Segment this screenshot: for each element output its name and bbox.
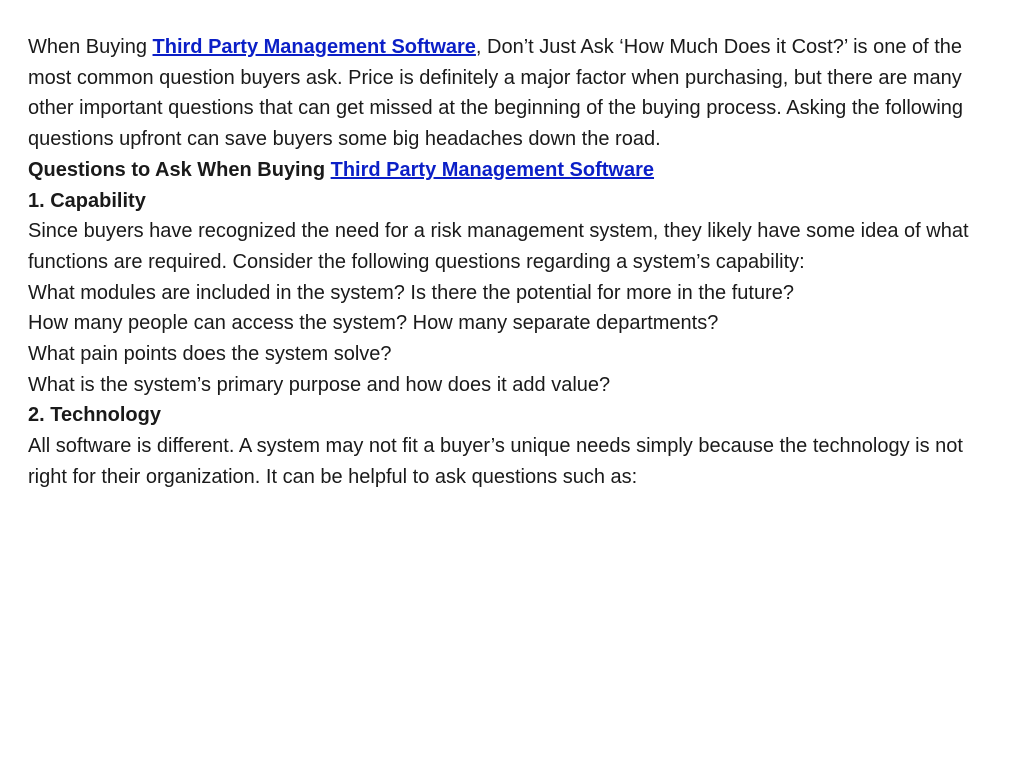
third-party-software-link[interactable]: Third Party Management Software <box>152 36 476 58</box>
questions-heading <box>28 155 988 186</box>
intro-suffix: , Don’t Just Ask ‘How Much Does it Cost?’ is one of the most common question buyers ask. Price is definitely a major factor when purchasing, but there are many other important questions that can get missed at the beginning of the buying process. Asking the following questions upfront can save buyers some big headaches down the road. <box>28 36 964 151</box>
capability-paragraph: Since buyers have recognized the need for a risk management system, they likely have some idea of what functions are required. Consider the following questions regarding a system’s capability: <box>28 220 969 273</box>
questions-heading-prefix: Questions to Ask When Buying <box>28 158 331 181</box>
questions-heading-link[interactable]: Third Party Management Software <box>330 158 655 181</box>
intro-prefix: When Buying <box>28 36 153 58</box>
capability-question: What modules are included in the system? Is there the potential for more in the future? <box>28 281 794 304</box>
capability-question: What pain points does the system solve? <box>28 343 392 366</box>
technology-paragraph: All software is different. A system may not fit a buyer’s unique needs simply because the technology is not right for their organization. It can be helpful to ask questions such as: <box>28 435 963 488</box>
document-body <box>28 32 988 493</box>
capability-heading: 1. Capability <box>28 189 146 212</box>
technology-heading: 2. Technology <box>28 404 161 427</box>
intro-paragraph <box>28 32 988 155</box>
capability-question: How many people can access the system? How many separate departments? <box>28 312 719 335</box>
capability-question: What is the system’s primary purpose and how does it add value? <box>28 373 611 396</box>
